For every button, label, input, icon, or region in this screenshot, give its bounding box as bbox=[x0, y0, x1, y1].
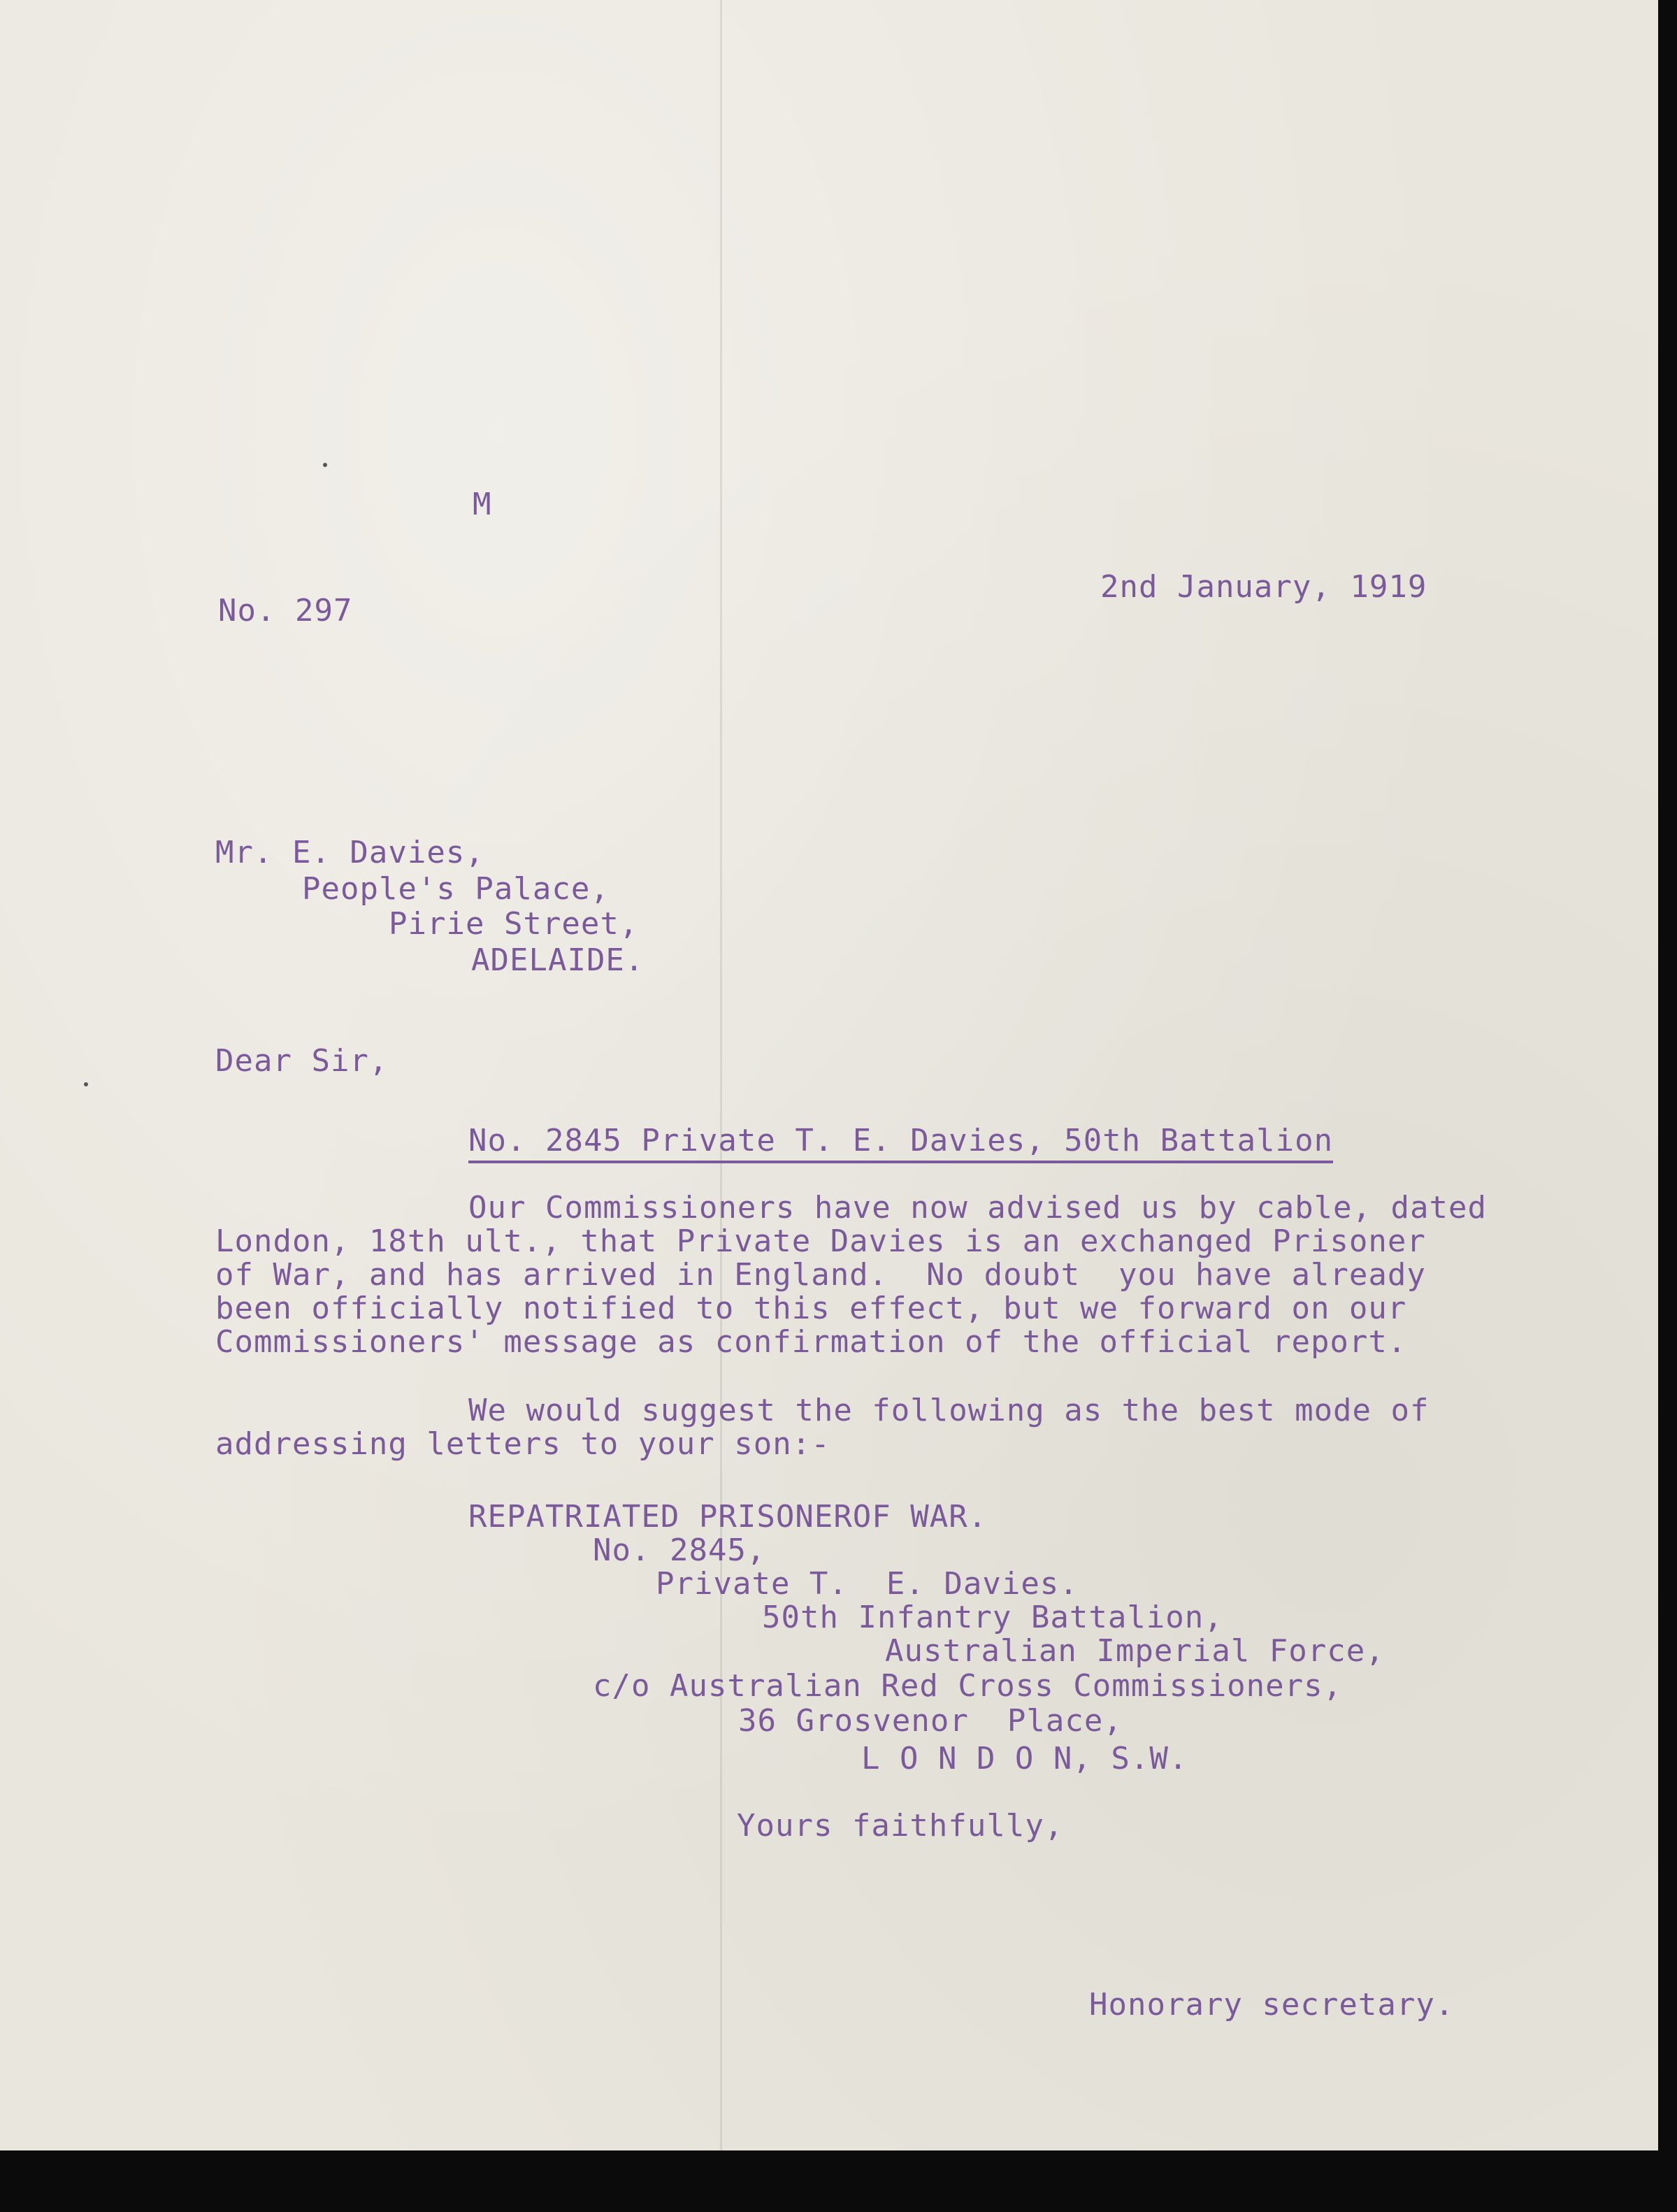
paragraph-line: We would suggest the following as the best mode of bbox=[468, 1393, 1430, 1428]
paragraph-line: Commissioners' message as confirmation of the official report. bbox=[215, 1324, 1407, 1360]
file-mark: M bbox=[473, 487, 492, 522]
closing: Yours faithfully, bbox=[737, 1808, 1064, 1844]
address-line: 36 Grosvenor Place, bbox=[738, 1703, 1123, 1739]
recipient-line: People's Palace, bbox=[302, 871, 610, 907]
paper-fold bbox=[720, 0, 722, 2150]
recipient-line: ADELAIDE. bbox=[471, 942, 645, 978]
ink-speck bbox=[323, 463, 327, 467]
paragraph-line: been officially notified to this effect, but we forward on our bbox=[215, 1291, 1407, 1326]
paragraph-line: addressing letters to your son:- bbox=[215, 1426, 830, 1462]
letter-date: 2nd January, 1919 bbox=[1100, 569, 1427, 605]
subject-line: No. 2845 Private T. E. Davies, 50th Battalion bbox=[468, 1126, 1333, 1163]
recipient-line: Pirie Street, bbox=[389, 906, 639, 942]
signature-title: Honorary secretary. bbox=[1089, 1987, 1455, 2023]
reference-number: No. 297 bbox=[218, 593, 353, 629]
paragraph-line: Our Commissioners have now advised us by cable, dated bbox=[468, 1190, 1487, 1226]
recipient-line: Mr. E. Davies, bbox=[215, 835, 484, 870]
ink-speck bbox=[84, 1082, 88, 1086]
paragraph-line: London, 18th ult., that Private Davies is an exchanged Prisoner bbox=[215, 1223, 1426, 1259]
address-line: c/o Australian Red Cross Commissioners, bbox=[593, 1668, 1343, 1704]
salutation: Dear Sir, bbox=[215, 1043, 389, 1079]
address-line: Private T. E. Davies. bbox=[656, 1566, 1079, 1602]
address-line: REPATRIATED PRISONEROF WAR. bbox=[468, 1499, 988, 1535]
address-line: Australian Imperial Force, bbox=[885, 1633, 1385, 1669]
address-line: 50th Infantry Battalion, bbox=[762, 1600, 1223, 1635]
address-line: L O N D O N, S.W. bbox=[861, 1741, 1188, 1776]
address-line: No. 2845, bbox=[593, 1532, 766, 1568]
paragraph-line: of War, and has arrived in England. No doubt you have already bbox=[215, 1257, 1426, 1293]
